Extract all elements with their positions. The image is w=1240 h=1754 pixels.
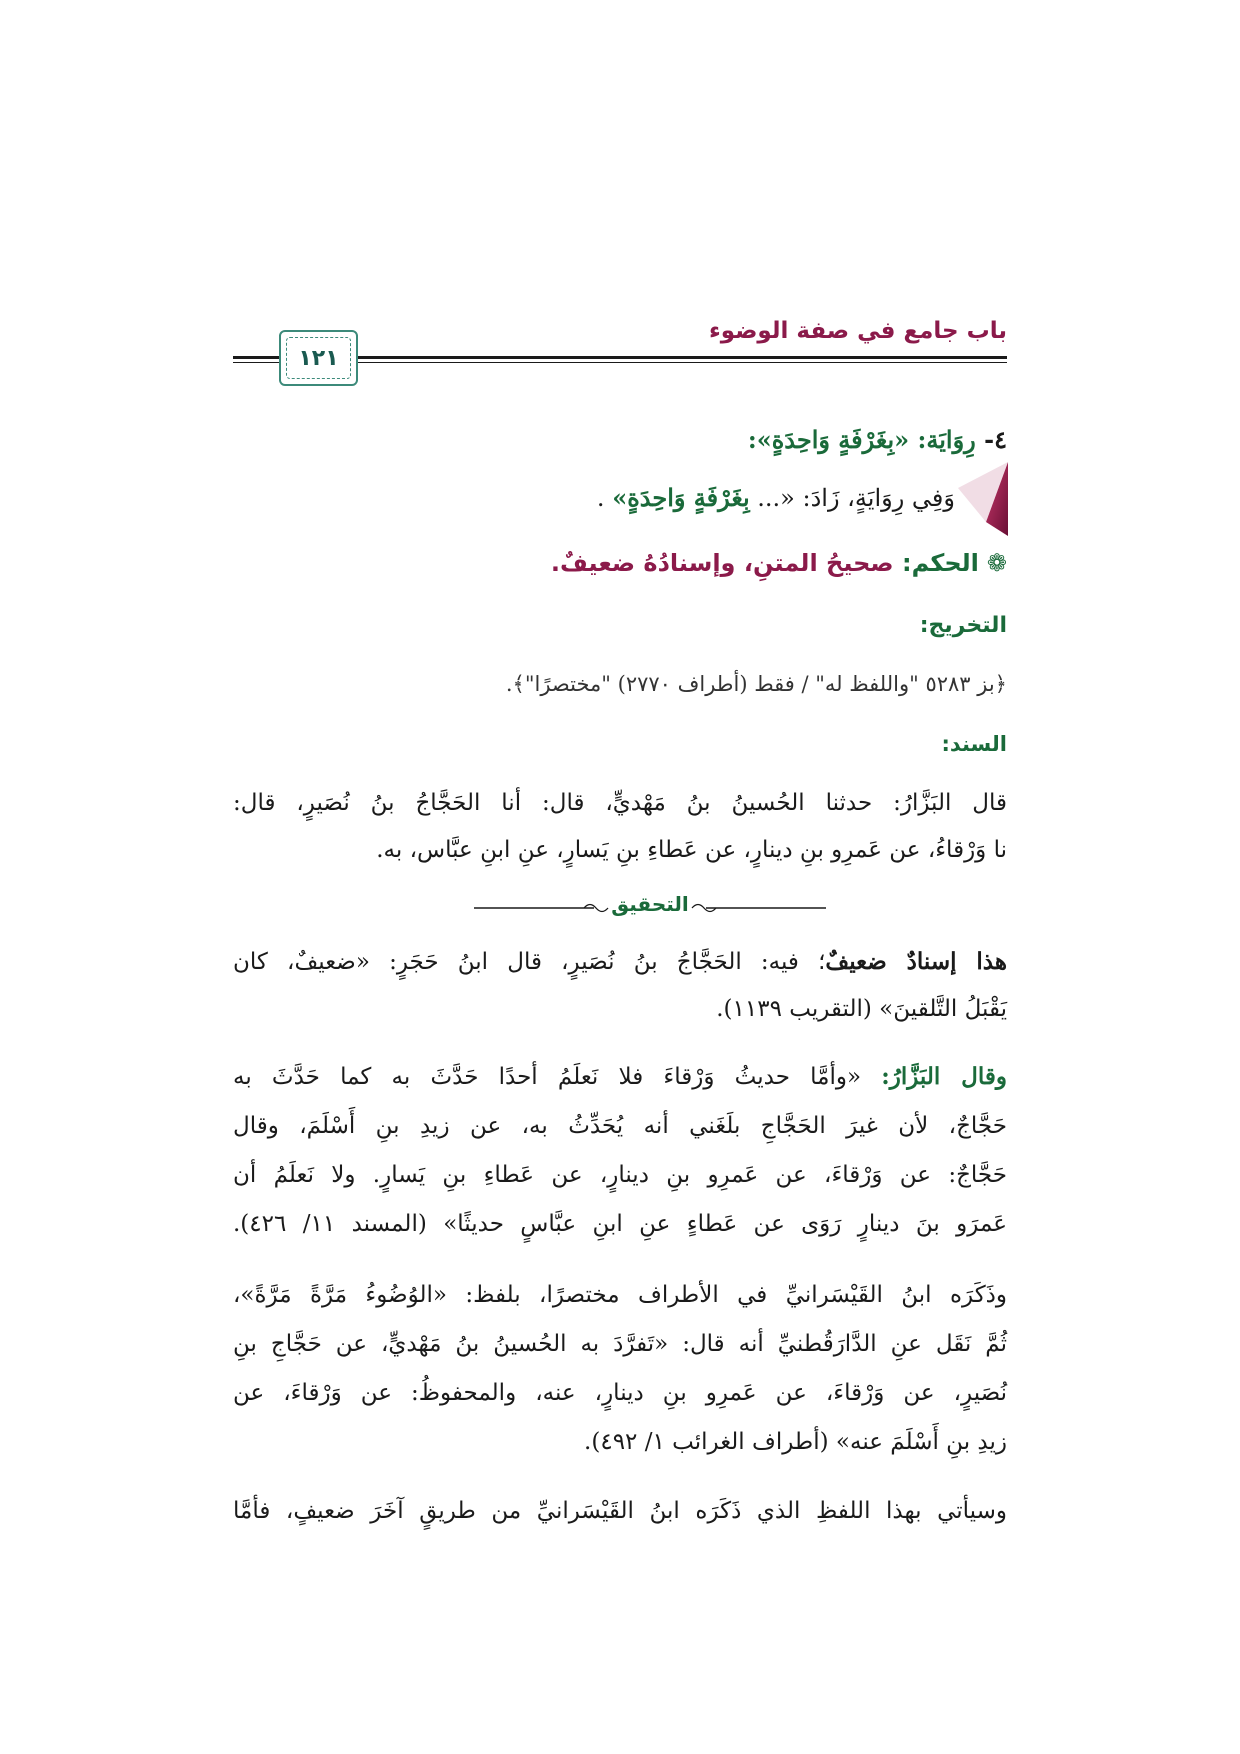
- narration-heading-quote: «بِغَرْفَةٍ وَاحِدَةٍ»:: [747, 425, 910, 454]
- sanad-line-2: نا وَرْقاءُ، عن عَمرِو بنِ دينارٍ، عن عَطاءِ بنِ يَسارٍ، عنِ ابنِ عبَّاس، به.: [376, 837, 1007, 863]
- ruling-label: الحكم:: [901, 549, 979, 577]
- running-title: باب جامع في صفة الوضوء: [709, 318, 1007, 344]
- tahqiq-p2-line-4: عَمرَو بنَ دينارٍ رَوَى عن عَطاءٍ عنِ ابنِ عبَّاسٍ حديثًا» (المسند ١١/ ٤٢٦).: [233, 1211, 1007, 1237]
- ruling-text: صحيحُ المتنِ، وإسنادُهُ ضعيفٌ.: [550, 549, 894, 577]
- page-number: ١٢١: [298, 345, 339, 371]
- narration-text-suffix: .: [596, 484, 605, 512]
- tahqiq-p4-line-1: وسيأتي بهذا اللفظِ الذي ذَكَرَه ابنُ القَيْسَرانيِّ من طريقٍ آخَرَ ضعيفٍ، فأمَّا: [233, 1498, 1007, 1524]
- sanad-line-1: قال البَزَّارُ: حدثنا الحُسينُ بنُ مَهْديٍّ، قال: أنا الحَجَّاجُ بنُ نُصَيرٍ، قال:: [233, 790, 1007, 816]
- page-number-badge: [279, 330, 358, 386]
- takhrij-text: ﴿بز ٥٢٨٣ "واللفظ له" / فقط (أطراف ٢٧٧٠) "مختصرًا"﴾.: [505, 672, 1007, 696]
- tahqiq-p3-line-2: ثُمَّ نَقَل عنِ الدَّارَقُطنيِّ أنه قال: «تَفرَّدَ به الحُسينُ بنُ مَهْديٍّ، عن حَجَّاجِ بنِ: [233, 1331, 1007, 1357]
- tahqiq-p1-line1-text: ؛ فيه: الحَجَّاجُ بنُ نُصَيرٍ، قال ابنُ حَجَرٍ: «ضعيفٌ، كان: [233, 949, 826, 975]
- tahqiq-p3-line-4: زيدِ بنِ أَسْلَمَ عنه» (أطراف الغرائب ١/ ٤٩٢).: [584, 1429, 1007, 1455]
- tahqiq-p1-bold: هذا إسنادٌ ضعيفٌ: [825, 948, 1007, 975]
- tahqiq-p2-line-3: حَجَّاجٌ: عن وَرْقاءَ، عن عَمرِو بنِ دينارٍ، عن عَطاءِ بنِ يَسارٍ. ولا نَعلَمُ أن: [233, 1162, 1007, 1188]
- narration-text-quote: بِغَرْفَةٍ وَاحِدَةٍ»: [612, 483, 750, 512]
- corner-fold-icon: [958, 462, 1008, 536]
- narration-text: [181, 478, 955, 518]
- tahqiq-p2-line-1: [233, 1057, 1007, 1097]
- tahqiq-p3-line-3: نُصَيرٍ، عن وَرْقاءَ، عن عَمرِو بنِ دينارٍ، عنه، والمحفوظُ: عن وَرْقاءَ، عن: [233, 1380, 1007, 1406]
- tahqiq-p2-line1-text: «وأمَّا حديثُ وَرْقاءَ فلا نَعلَمُ أحدًا حَدَّثَ به كما حَدَّثَ به: [233, 1064, 862, 1090]
- narration-heading-prefix: رِوَايَة:: [917, 425, 976, 454]
- narration-number: ٤-: [984, 425, 1007, 454]
- tahqiq-p1-line-1: [233, 942, 1007, 982]
- tahqiq-p3-line-1: وذَكَرَه ابنُ القَيْسَرانيِّ في الأطراف مختصرًا، بلفظ: «الوُضُوءُ مَرَّةً مَرَّةً»،: [233, 1282, 1007, 1308]
- narration-text-prefix: وَفِي رِوَايَةٍ، زَادَ: «...: [757, 484, 955, 512]
- tahqiq-title: التحقيق: [611, 892, 689, 916]
- ruling: [233, 543, 1007, 583]
- takhrij-label: التخريج:: [919, 613, 1007, 638]
- tahqiq-p1-line-2: يَقْبَلُ التَّلقينَ» (التقريب ١١٣٩).: [716, 996, 1007, 1022]
- tahqiq-divider: [474, 892, 826, 920]
- flower-icon: ❁: [986, 549, 1007, 577]
- tahqiq-p2-label: وقال البَزَّارُ:: [881, 1063, 1007, 1090]
- narration-heading: [233, 420, 1007, 460]
- sanad-label: السند:: [941, 732, 1007, 756]
- tahqiq-p2-line-2: حَجَّاجٌ، لأن غيرَ الحَجَّاجِ بلَغَني أنه يُحَدِّثُ به، عن زيدِ بنِ أَسْلَمَ، وقال: [233, 1113, 1007, 1139]
